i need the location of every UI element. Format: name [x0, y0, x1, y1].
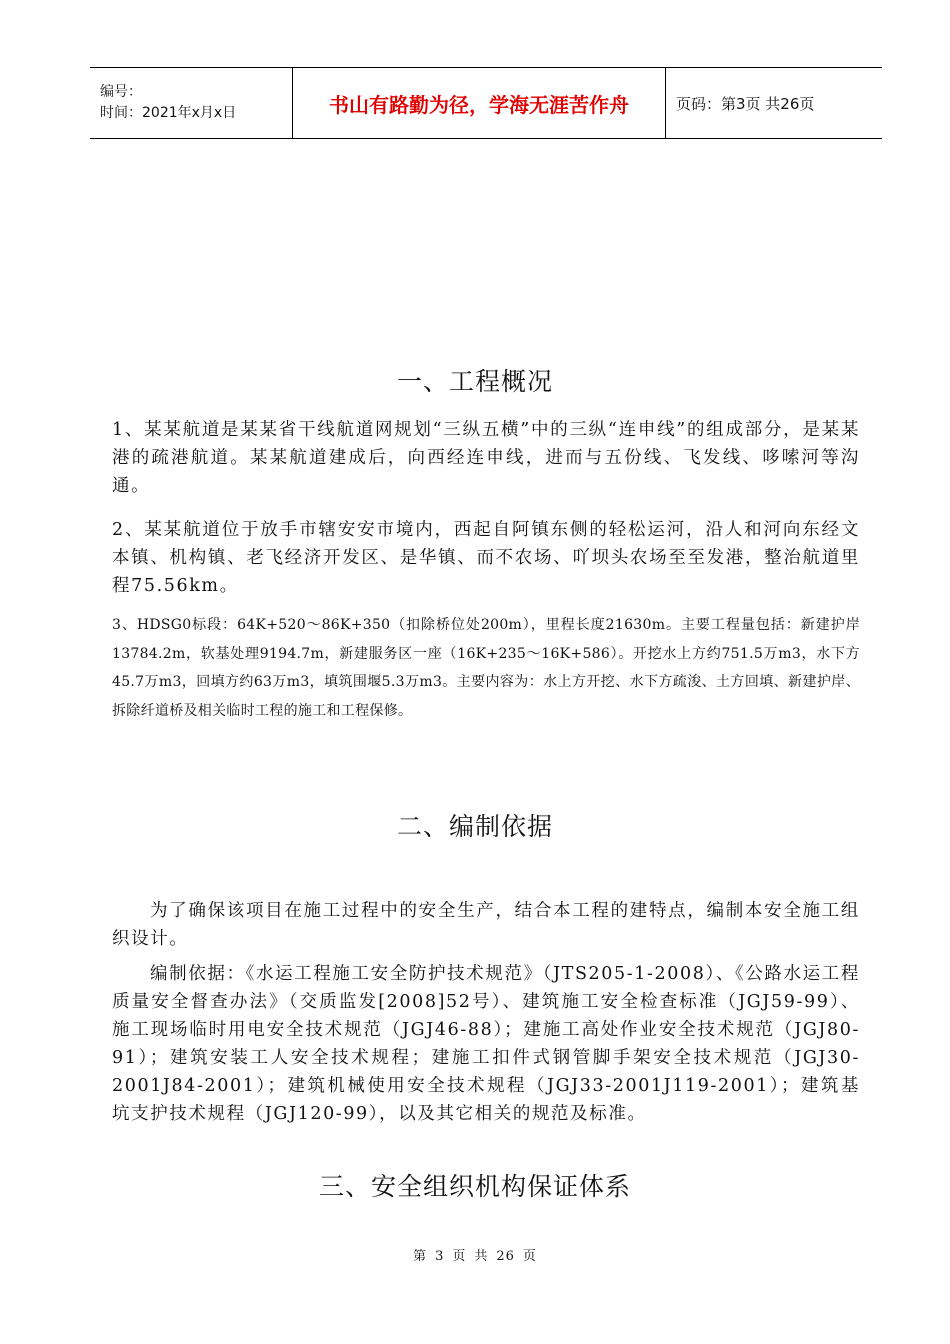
header-page-info: [666, 68, 882, 138]
footer-ye-2: 页: [522, 1249, 537, 1264]
document-number: 编号：: [100, 84, 142, 100]
overview-paragraph-1: 1、某某航道是某某省干线航道网规划“三纵五横”中的三纵“连申线”的组成部分，是某某港的疏港航道。某某航道建成后，向西经连申线，进而与五份线、飞发线、哆嗦河等沟通。: [112, 420, 860, 496]
overview-paragraph-3: 3、HDSG0标段：64K+520～86K+350（扣除桥位处200m），里程长度21630m。主要工程量包括：新建护岸13784.2m，软基处理9194.7m，新建服务区一座（16K+235～16K+586）。开挖水上方约751.5万m3，水下方45.7万m3，回填方约63万m3，填筑围堰5.3万m3。主要内容为：水上方开挖、水下方疏浚、土方回填、新建护岸、拆除纤道桥及相关临时工程的施工和工程保修。: [112, 617, 860, 719]
footer-ye: 页: [452, 1249, 467, 1264]
page-footer: [0, 1245, 950, 1264]
section-title-overview: 一、工程概况: [396, 367, 553, 396]
section-title-basis: 二、编制依据: [396, 812, 553, 841]
header-motto: [293, 68, 666, 138]
header-meta: [90, 68, 293, 138]
motto-text: 书山有路勤为径，学海无涯苦作舟: [329, 92, 629, 117]
basis-paragraph-1: 为了确保该项目在施工过程中的安全生产，结合本工程的建特点，编制本安全施工组织设计。: [112, 901, 860, 949]
overview-paragraph-2: 2、某某航道位于放手市辖安安市境内，西起自阿镇东侧的轻松运河，沿人和河向东经文本镇、机构镇、老飞经济开发区、是华镇、而不农场、吖坝头农场至至发港，整治航道里程75.56km。: [112, 520, 860, 596]
page-header: [90, 67, 882, 139]
document-time: 时间：2021年x月x日: [100, 105, 237, 121]
page-indicator: 页码：第3页 共26页: [676, 94, 815, 113]
section-title-safety-organization: 三、安全组织机构保证体系: [318, 1172, 631, 1201]
basis-paragraph-2: 编制依据：《水运工程施工安全防护技术规范》（JTS205-1-2008）、《公路水运工程质量安全督查办法》（交质监发[2008]52号）、建筑施工安全检查标准（JGJ59-99）、施工现场临时用电安全技术规范（JGJ46-88）；建施工高处作业安全技术规范（JGJ80-91）；建筑安装工人安全技术规程；建施工扣件式钢管脚手架安全技术规范（JGJ30-2001J84-2001）；建筑机械使用安全技术规程（JGJ33-2001J119-2001）；建筑基坑支护技术规程（JGJ120-99），以及其它相关的规范及标准。: [112, 964, 860, 1124]
footer-gong: 共: [474, 1249, 489, 1264]
footer-total-pages: 26: [496, 1249, 515, 1264]
footer-di: 第: [413, 1249, 428, 1264]
footer-page-number: 3: [435, 1249, 445, 1264]
